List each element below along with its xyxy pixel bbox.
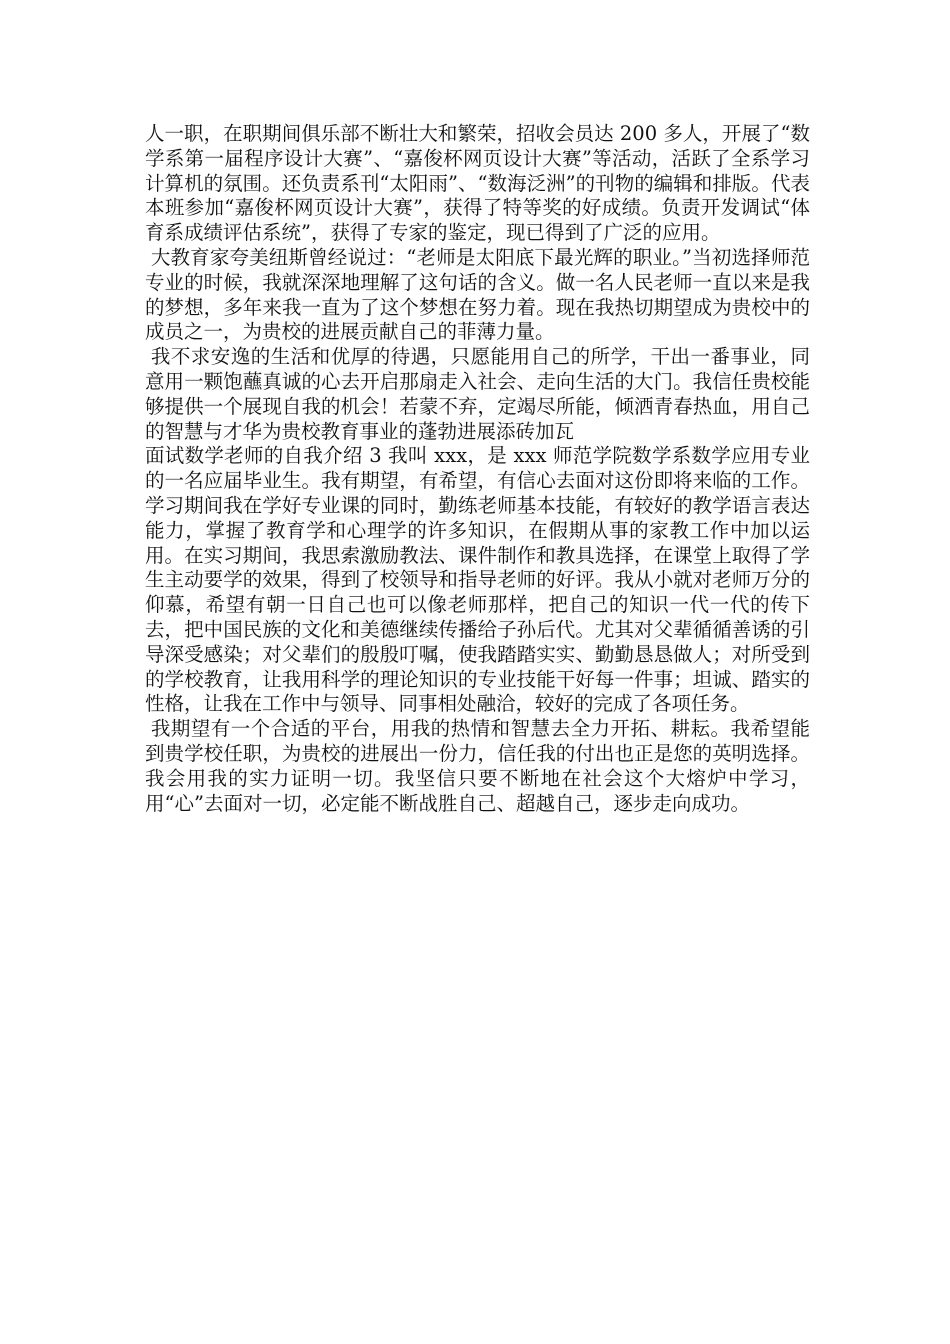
paragraph-teacher-profession: 大教育家夸美纽斯曾经说过：“老师是太阳底下最光辉的职业。”当初选择师范专业的时候，我就深深地理解了这句话的含义。做一名人民老师一直以来是我的梦想，多年来我一直为了这个梦想在努力着。现在我热切期望成为贵校中的成员之一，为贵校的进展贡献自己的菲薄力量。 [145,245,810,344]
paragraph-self-introduction: 面试数学老师的自我介绍 3 我叫 xxx，是 xxx 师范学院数学系数学应用专业的一名应届毕业生。我有期望，有希望，有信心去面对这份即将来临的工作。学习期间我在学好专业课的同时，勤练老师基本技能，有较好的教学语言表达能力，掌握了教育学和心理学的许多知识，在假期从事的家教工作中加以运用。在实习期间，我思索激励教法、课件制作和教具选择，在课堂上取得了学生主动要学的效果，得到了校领导和指导老师的好评。我从小就对老师万分的仰慕，希望有朝一日自己也可以像老师那样，把自己的知识一代一代的传下去，把中国民族的文化和美德继续传播给子孙后代。尤其对父辈循循善诱的引导深受感染；对父辈们的殷殷叮嘱，使我踏踏实实、勤勤恳恳做人；对所受到的学校教育，让我用科学的理论知识的专业技能干好每一件事；坦诚、踏实的性格，让我在工作中与领导、同事相处融洽，较好的完成了各项任务。 [145,444,810,716]
paragraph-career-aspiration: 我不求安逸的生活和优厚的待遇，只愿能用自己的所学，干出一番事业，同意用一颗饱蘸真诚的心去开启那扇走入社会、走向生活的大门。我信任贵校能够提供一个展现自我的机会！若蒙不弃，定竭尽所能，倾洒青春热血，用自己的智慧与才华为贵校教育事业的蓬勃进展添砖加瓦 [145,345,810,443]
paragraph-closing-hope: 我期望有一个合适的平台，用我的热情和智慧去全力开拓、耕耘。我希望能到贵学校任职，为贵校的进展出一份力，信任我的付出也正是您的英明选择。我会用我的实力证明一切。我坚信只要不断地在社会这个大熔炉中学习，用“心”去面对一切，必定能不断战胜自己、超越自己，逐步走向成功。 [145,717,810,815]
document-body [145,122,810,816]
paragraph-club-activities: 人一职，在职期间俱乐部不断壮大和繁荣，招收会员达 200 多人，开展了“数学系第一届程序设计大赛”、“嘉俊杯网页设计大赛”等活动，活跃了全系学习计算机的氛围。还负责系刊“太阳雨”、“数海泛洲”的刊物的编辑和排版。代表本班参加“嘉俊杯网页设计大赛”，获得了特等奖的好成绩。负责开发调试“体育系成绩评估系统”，获得了专家的鉴定，现已得到了广泛的应用。 [145,122,810,245]
